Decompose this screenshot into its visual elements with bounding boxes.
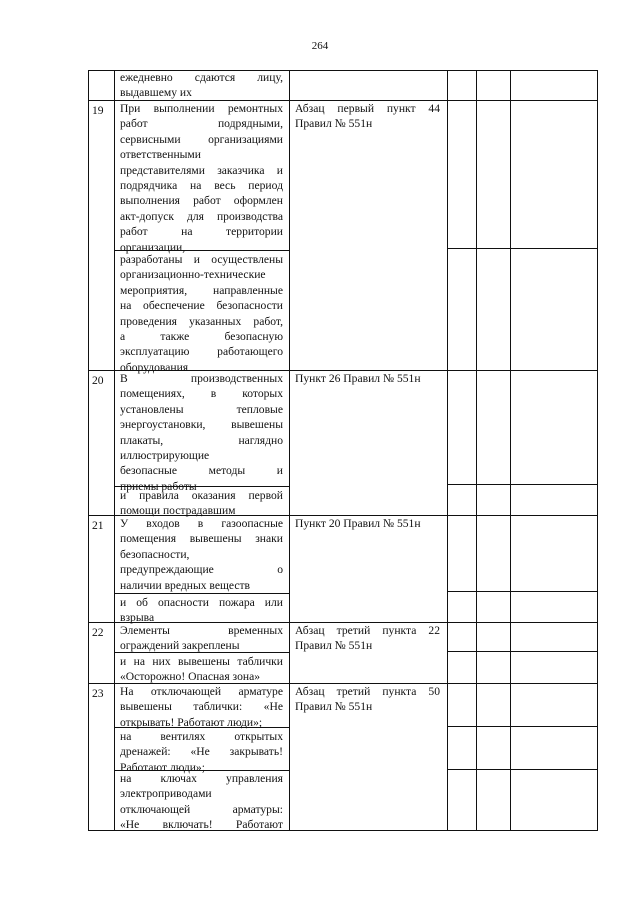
reference-text: Абзац третий пункта 50 Правил № 551н (295, 685, 440, 714)
requirement-text: и на них вывешены таблички «Осторожно! Опасная зона» (120, 655, 283, 684)
reference-text: Абзац первый пункт 44 Правил № 551н (295, 102, 440, 131)
requirement-text: разработаны и осуществлены организационно-технические мероприятия, направленные на обеспечение безопасности проведения указанных работ, а также безопасную эксплуатацию работающего оборудования (120, 253, 283, 374)
subrow-separator (447, 769, 598, 770)
row-number: 21 (92, 519, 104, 532)
requirement-text: На отключающей арматуре вывешены таблички: «Не открывать! Работают люди»; (120, 685, 283, 729)
reference-text: Пункт 20 Правил № 551н (295, 517, 421, 530)
row-number: 22 (92, 626, 104, 639)
subrow-separator (114, 593, 290, 594)
requirement-text: В производственных помещениях, в которых установлены тепловые энергоустановки, вывешены плакаты, наглядно иллюстрирующие безопасные методы и приемы работы (120, 372, 283, 493)
col-divider-1 (114, 70, 115, 830)
row-number: 19 (92, 104, 104, 117)
subrow-separator (447, 651, 598, 652)
col-divider-4 (476, 70, 477, 830)
col-divider-5 (510, 70, 511, 830)
table-border-left (88, 70, 89, 830)
requirement-text: ежедневно сдаются лицу, выдавшему их (120, 71, 283, 100)
row-number: 20 (92, 374, 104, 387)
requirement-text: на вентилях открытых дренажей: «Не закрывать! Работают люди»; (120, 730, 283, 774)
requirement-text: При выполнении ремонтных работ подрядными, сервисными организациями ответственными представителями заказчика и подрядчика на весь период выполнения работ оформлен акт-допуск для производства работ на территории организации, (120, 102, 283, 254)
table-border-right (597, 70, 598, 830)
row-number: 23 (92, 687, 104, 700)
requirement-text: и об опасности пожара или взрыва (120, 596, 283, 625)
subrow-separator (447, 248, 598, 249)
page-number: 264 (311, 40, 329, 52)
col-divider-2 (289, 70, 290, 830)
subrow-separator (447, 591, 598, 592)
subrow-separator (447, 726, 598, 727)
requirement-text: на ключах управления электроприводами отключающей арматуры: «Не включать! Работают (120, 772, 283, 832)
requirement-text: и правила оказания первой помощи пострадавшим (120, 489, 283, 518)
col-divider-3 (447, 70, 448, 830)
subrow-separator (447, 484, 598, 485)
requirement-text: Элементы временных ограждений закреплены (120, 624, 283, 653)
requirement-text: У входов в газоопасные помещения вывешены знаки безопасности, предупреждающие о наличии вредных веществ (120, 517, 283, 592)
reference-text: Пункт 26 Правил № 551н (295, 372, 421, 385)
reference-text: Абзац третий пункта 22 Правил № 551н (295, 624, 440, 653)
